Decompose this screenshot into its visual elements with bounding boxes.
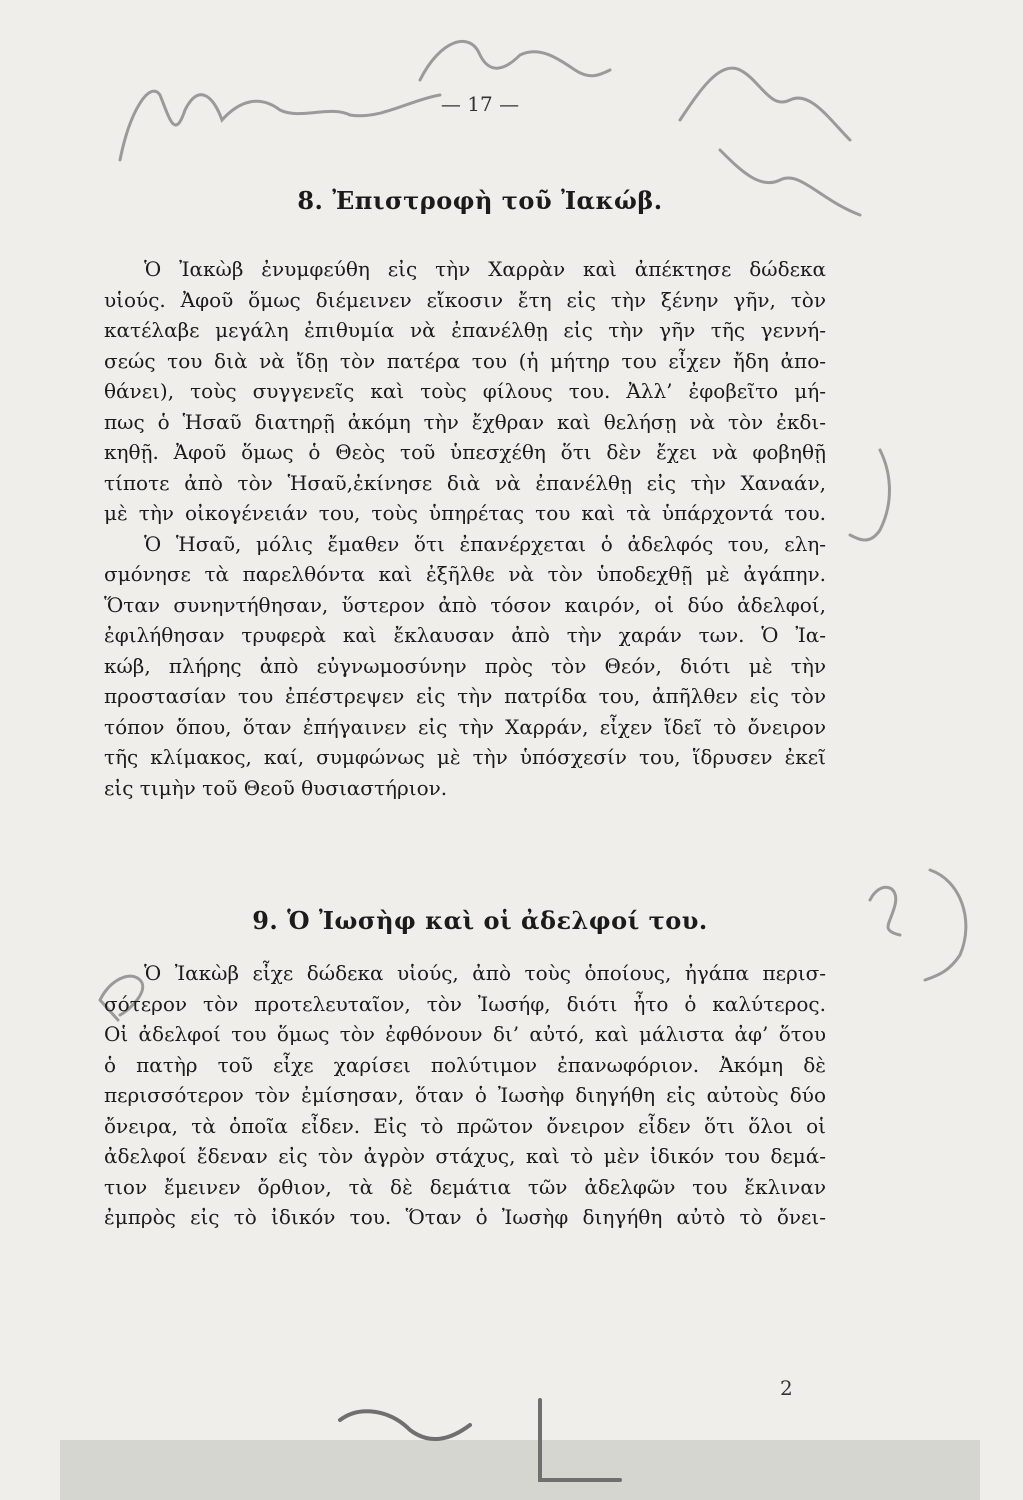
- text-line: Ὁ Ἰακὼβ ἐνυμφεύθη εἰς τὴν Χαρρὰν καὶ ἀπέκτησε δώδεκα: [144, 257, 826, 281]
- bottom-scan-artifact: [60, 1440, 980, 1500]
- text-line: περισσότερον τὸν ἐμίσησαν, ὅταν ὁ Ἰωσὴφ διηγήθη εἰς αὐτοὺς δύο: [104, 1083, 826, 1107]
- text-line: ὄνειρα, τὰ ὁποῖα εἶδεν. Εἰς τὸ πρῶτον ὄνειρον εἶδεν ὅτι ὅλοι οἱ: [104, 1113, 826, 1138]
- section-heading-9: 9. Ὁ Ἰωσὴφ καὶ οἱ ἀδελφοί του.: [252, 906, 708, 935]
- text-line: ἐφιλήθησαν τρυφερὰ καὶ ἔκλαυσαν ἀπὸ τὴν χαράν των. Ὁ Ἰα-: [104, 623, 826, 647]
- pencil-bracket-right: [850, 450, 889, 540]
- section-heading-8: 8. Ἐπιστροφὴ τοῦ Ἰακώβ.: [297, 186, 663, 215]
- text-line: κατέλαβε μεγάλη ἐπιθυμία νὰ ἐπανέλθῃ εἰς τὴν γῆν τῆς γεννή-: [104, 318, 826, 342]
- text-line: υἱούς. Ἀφοῦ ὅμως διέμεινεν εἴκοσιν ἔτη εἰς τὴν ξένην γῆν, τὸν: [104, 287, 826, 312]
- text-line: εἰς τιμὴν τοῦ Θεοῦ θυσιαστήριον.: [104, 775, 448, 800]
- section-9-body: [104, 958, 826, 1233]
- text-line: Ὁ Ἡσαῦ, μόλις ἔμαθεν ὅτι ἐπανέρχεται ὁ ἀδελφός του, ελη-: [144, 531, 826, 556]
- text-line: σεώς του διὰ νὰ ἴδῃ τὸν πατέρα του (ἡ μήτηρ του εἶχεν ἤδη ἀπο-: [104, 348, 826, 373]
- signature-mark: 2: [780, 1376, 793, 1400]
- text-line: πως ὁ Ἡσαῦ διατηρῇ ἀκόμη τὴν ἔχθραν καὶ θελήσῃ νὰ τὸν ἐκδι-: [104, 409, 826, 434]
- text-line: τόπον ὅπου, ὅταν ἐπήγαινεν εἰς τὴν Χαρράν, εἶχεν ἴδεῖ τὸ ὄνειρον: [104, 714, 826, 739]
- text-line: ὁ πατὴρ τοῦ εἶχε χαρίσει πολύτιμον ἐπανωφόριον. Ἀκόμη δὲ: [104, 1052, 826, 1077]
- text-line: ἀδελφοί ἔδεναν εἰς τὸν ἀγρὸν στάχυς, καὶ τὸ μὲν ἰδικόν του δεμά-: [104, 1144, 826, 1168]
- text-line: Οἱ ἀδελφοί του ὅμως τὸν ἐφθόνουν δι’ αὐτό, καὶ μάλιστα ἀφ’ ὅτου: [104, 1022, 826, 1046]
- text-line: σότερον τὸν προτελευταῖον, τὸν Ἰωσήφ, διότι ἦτο ὁ καλύτερος.: [104, 991, 826, 1016]
- text-line: σμόνησε τὰ παρελθόντα καὶ ἐξῆλθε νὰ τὸν ὑποδεχθῇ μὲ ἀγάπην.: [104, 562, 826, 586]
- text-line: μὲ τὴν οἰκογένειάν του, τοὺς ὑπηρέτας του καὶ τὰ ὑπάρχοντά του.: [104, 501, 826, 525]
- text-line: κώβ, πλήρης ἀπὸ εὐγνωμοσύνην πρὸς τὸν Θεόν, διότι μὲ τὴν: [104, 653, 826, 678]
- pencil-scribble-top-center: [420, 41, 610, 80]
- text-line: τίποτε ἀπὸ τὸν Ἡσαῦ,ἐκίνησε διὰ νὰ ἐπανέλθῃ εἰς τὴν Χαναάν,: [104, 470, 826, 495]
- text-line: τιον ἔμεινεν ὄρθιον, τὰ δὲ δεμάτια τῶν ἀδελφῶν του ἔκλιναν: [104, 1174, 826, 1199]
- text-line: προστασίαν του ἐπέστρεψεν εἰς τὴν πατρίδα του, ἀπῆλθεν εἰς τὸν: [104, 684, 826, 708]
- page-number: — 17 —: [440, 92, 520, 116]
- text-line: κηθῇ. Ἀφοῦ ὅμως ὁ Θεὸς τοῦ ὑπεσχέθη ὅτι δὲν ἔχει νὰ φοβηθῇ: [104, 440, 826, 464]
- text-line: Ὅταν συνηντήθησαν, ὕστερον ἀπὸ τόσον καιρόν, οἱ δύο ἀδελφοί,: [104, 592, 826, 617]
- text-line: θάνει), τοὺς συγγενεῖς καὶ τοὺς φίλους του. Ἀλλ’ ἐφοβεῖτο μή-: [104, 379, 826, 403]
- section-8-body: [104, 254, 826, 803]
- text-line: τῆς κλίμακος, καί, συμφώνως μὲ τὴν ὑπόσχεσίν του, ἵδρυσεν ἐκεῖ: [104, 745, 826, 769]
- text-line: Ὁ Ἰακὼβ εἶχε δώδεκα υἱούς, ἀπὸ τοὺς ὁποίους, ἠγάπα περισ-: [144, 961, 826, 985]
- text-line: ἐμπρὸς εἰς τὸ ἰδικόν του. Ὅταν ὁ Ἰωσὴφ διηγήθη αὐτὸ τὸ ὄνει-: [104, 1205, 826, 1229]
